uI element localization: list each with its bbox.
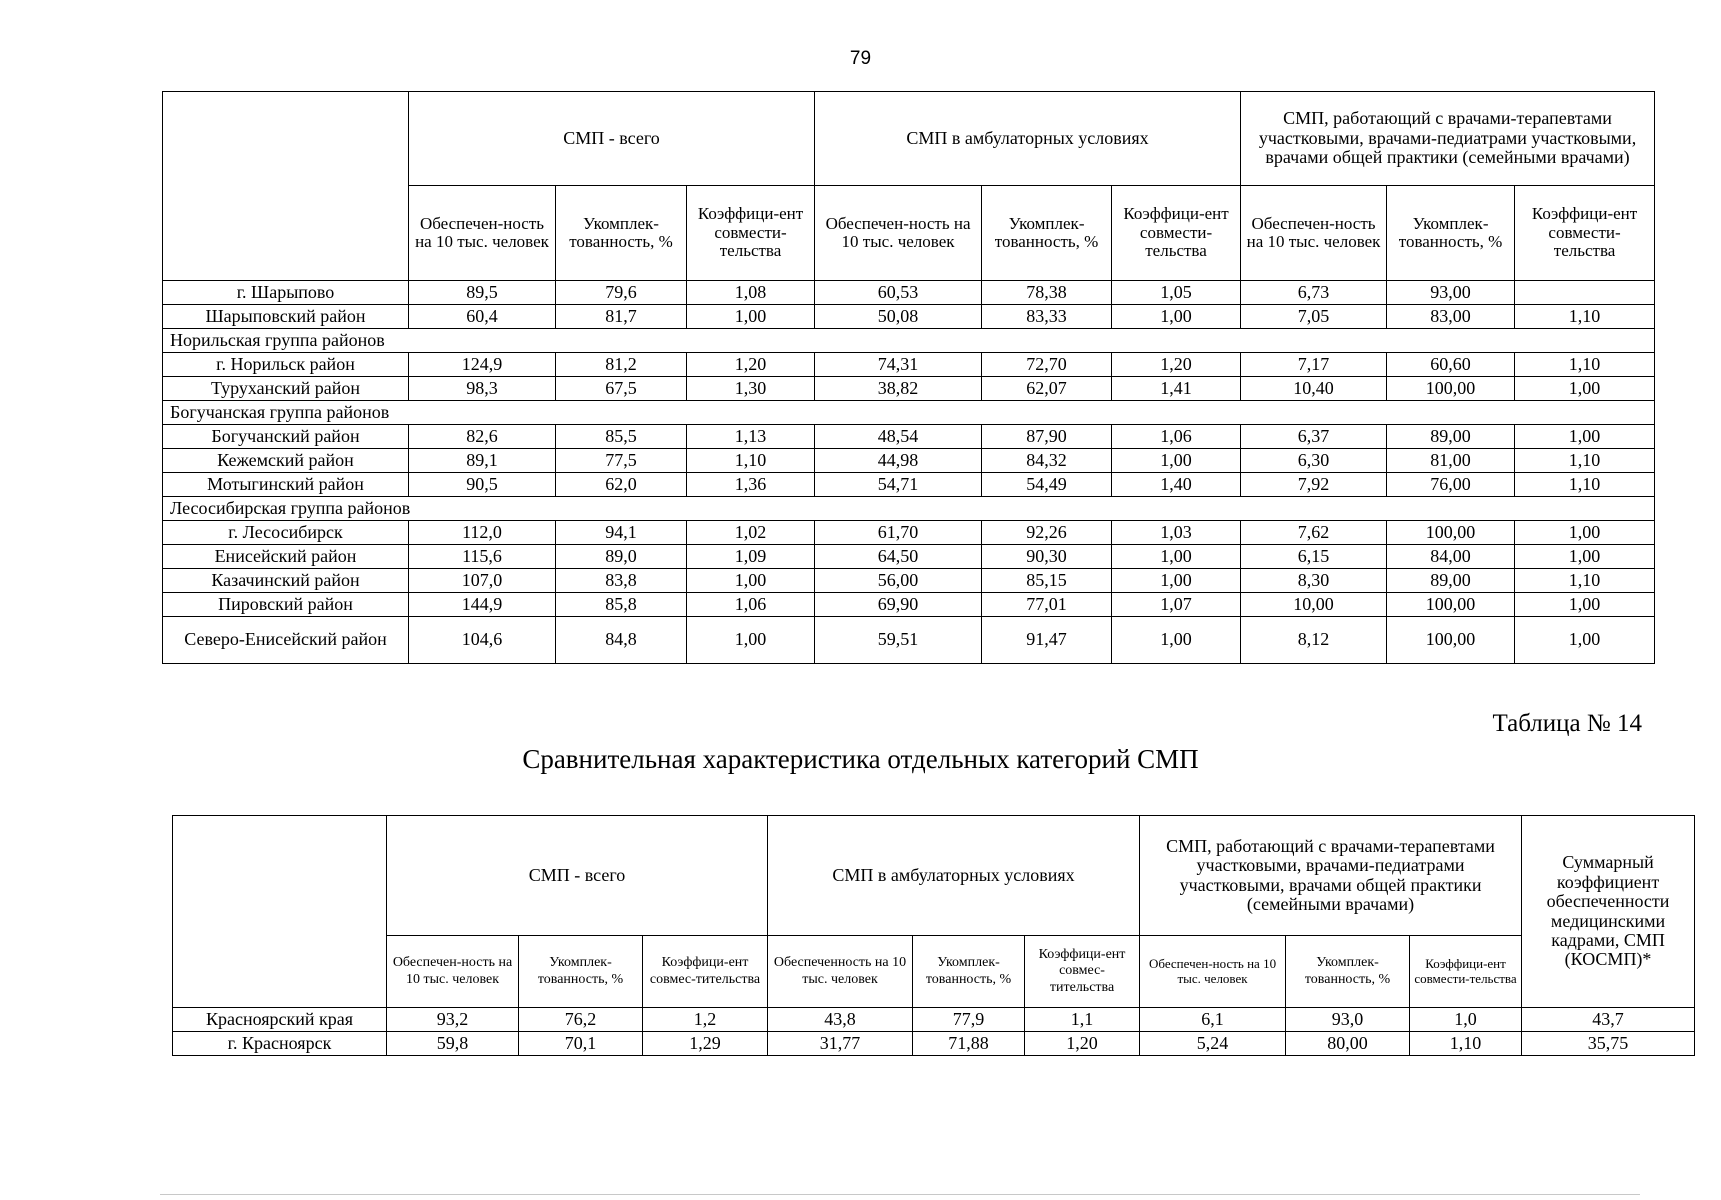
table-cell: 1,10 xyxy=(1515,305,1655,329)
row-name: Северо-Енисейский район xyxy=(163,617,409,664)
subheader-provision: Обеспеченность на 10 тыс. человек xyxy=(768,936,913,1008)
table-cell: 112,0 xyxy=(409,521,556,545)
table-cell: 6,15 xyxy=(1241,545,1387,569)
table-cell: 6,73 xyxy=(1241,281,1387,305)
table-cell: 93,00 xyxy=(1387,281,1515,305)
table-cell: 6,37 xyxy=(1241,425,1387,449)
table-cell: 84,32 xyxy=(982,449,1112,473)
subheader-staffing: Укомплек-тованность, % xyxy=(1286,936,1410,1008)
subheader-provision: Обеспечен-ность на 10 тыс. человек xyxy=(1241,186,1387,281)
table-cell: 77,5 xyxy=(556,449,687,473)
table-cell: 83,33 xyxy=(982,305,1112,329)
table-cell: 1,30 xyxy=(687,377,815,401)
table-row xyxy=(163,377,1655,401)
table-cell: 1,00 xyxy=(1515,617,1655,664)
row-label-header xyxy=(163,92,409,281)
table-cell: 1,03 xyxy=(1112,521,1241,545)
table-cell: 6,30 xyxy=(1241,449,1387,473)
group-header-smp-total: СМП - всего xyxy=(409,92,815,186)
row-name: г. Шарыпово xyxy=(163,281,409,305)
group-header-smp-with-doctors: СМП, работающий с врачами-терапевтами участковыми, врачами-педиатрами участковыми, врачами общей практики (семейными врачами) xyxy=(1140,816,1522,936)
group-header-smp-ambulatory: СМП в амбулаторных условиях xyxy=(768,816,1140,936)
row-name: Красноярский края xyxy=(173,1008,387,1032)
table-cell: 104,6 xyxy=(409,617,556,664)
table-row xyxy=(163,545,1655,569)
row-name: г. Лесосибирск xyxy=(163,521,409,545)
table-cell: 54,71 xyxy=(815,473,982,497)
table-cell: 85,5 xyxy=(556,425,687,449)
subheader-staffing: Укомплек-тованность, % xyxy=(1387,186,1515,281)
table-cell: 10,00 xyxy=(1241,593,1387,617)
table-row xyxy=(163,353,1655,377)
table-cell: 93,2 xyxy=(387,1008,519,1032)
table-cell: 8,12 xyxy=(1241,617,1387,664)
table-cell: 98,3 xyxy=(409,377,556,401)
table-cell: 1,02 xyxy=(687,521,815,545)
row-name: Казачинский район xyxy=(163,569,409,593)
table-cell: 1,10 xyxy=(1515,449,1655,473)
table-cell: 7,92 xyxy=(1241,473,1387,497)
subheader-staffing: Укомплек-тованность, % xyxy=(982,186,1112,281)
table-cell: 60,4 xyxy=(409,305,556,329)
table-cell: 89,00 xyxy=(1387,569,1515,593)
table-cell: 83,00 xyxy=(1387,305,1515,329)
table-cell: 44,98 xyxy=(815,449,982,473)
row-name: Богучанский район xyxy=(163,425,409,449)
row-name: Пировский район xyxy=(163,593,409,617)
table-cell: 1,10 xyxy=(1515,569,1655,593)
table-cell: 80,00 xyxy=(1286,1032,1410,1056)
subheader-staffing: Укомплек-тованность, % xyxy=(556,186,687,281)
table-cell: 77,01 xyxy=(982,593,1112,617)
table-cell: 100,00 xyxy=(1387,521,1515,545)
table-cell: 91,47 xyxy=(982,617,1112,664)
table-row xyxy=(163,425,1655,449)
row-name: Енисейский район xyxy=(163,545,409,569)
table-cell: 43,8 xyxy=(768,1008,913,1032)
subheader-provision: Обеспечен-ность на 10 тыс. человек xyxy=(409,186,556,281)
table-cell: 10,40 xyxy=(1241,377,1387,401)
table-cell: 72,70 xyxy=(982,353,1112,377)
table-cell: 78,38 xyxy=(982,281,1112,305)
subheader-coefficient: Коэффици-ент совмести-тельства xyxy=(1410,936,1522,1008)
section-row xyxy=(163,497,1655,521)
table-cell: 124,9 xyxy=(409,353,556,377)
table-cell: 100,00 xyxy=(1387,377,1515,401)
table-cell: 93,0 xyxy=(1286,1008,1410,1032)
section-row xyxy=(163,329,1655,353)
table-number-label: Таблица № 14 xyxy=(1492,710,1642,737)
table-cell: 82,6 xyxy=(409,425,556,449)
table-cell xyxy=(1515,281,1655,305)
table-cell: 61,70 xyxy=(815,521,982,545)
row-name: Мотыгинский район xyxy=(163,473,409,497)
table-cell: 1,29 xyxy=(643,1032,768,1056)
table-cell: 1,00 xyxy=(1515,521,1655,545)
table-cell: 100,00 xyxy=(1387,617,1515,664)
table-row xyxy=(163,473,1655,497)
table-title: Сравнительная характеристика отдельных категорий СМП xyxy=(522,744,1199,774)
table-cell: 84,8 xyxy=(556,617,687,664)
table-cell: 115,6 xyxy=(409,545,556,569)
table-cell: 1,07 xyxy=(1112,593,1241,617)
table-row xyxy=(173,1032,1695,1056)
row-name: г. Красноярск xyxy=(173,1032,387,1056)
table-cell: 83,8 xyxy=(556,569,687,593)
table-cell: 90,30 xyxy=(982,545,1112,569)
table-cell: 1,2 xyxy=(643,1008,768,1032)
table-cell: 1,00 xyxy=(1112,305,1241,329)
section-title: Богучанская группа районов xyxy=(163,401,1655,425)
subheader-coefficient: Коэффици-ент совмести-тельства xyxy=(1112,186,1241,281)
table-cell: 43,7 xyxy=(1522,1008,1695,1032)
table-cell: 31,77 xyxy=(768,1032,913,1056)
table-cell: 81,7 xyxy=(556,305,687,329)
table-cell: 62,07 xyxy=(982,377,1112,401)
table-cell: 1,00 xyxy=(1112,545,1241,569)
table-cell: 1,06 xyxy=(687,593,815,617)
table-cell: 1,36 xyxy=(687,473,815,497)
table-cell: 1,20 xyxy=(1025,1032,1140,1056)
table-cell: 1,00 xyxy=(1112,617,1241,664)
subheader-coefficient: Коэффици-ент совмести-тельства xyxy=(1515,186,1655,281)
summary-coefficient-header: Суммарный коэффициент обеспеченности медицинскими кадрами, СМП (КОСМП)* xyxy=(1522,816,1695,1008)
table-cell: 71,88 xyxy=(913,1032,1025,1056)
table-cell: 144,9 xyxy=(409,593,556,617)
table-cell: 1,13 xyxy=(687,425,815,449)
table-cell: 81,2 xyxy=(556,353,687,377)
table-cell: 85,15 xyxy=(982,569,1112,593)
subheader-coefficient: Коэффици-ент совмести-тельства xyxy=(687,186,815,281)
table-cell: 1,20 xyxy=(1112,353,1241,377)
subheader-staffing: Укомплек-тованность, % xyxy=(519,936,643,1008)
table-cell: 67,5 xyxy=(556,377,687,401)
table-cell: 60,53 xyxy=(815,281,982,305)
table-cell: 1,09 xyxy=(687,545,815,569)
table-cell: 85,8 xyxy=(556,593,687,617)
table-cell: 89,00 xyxy=(1387,425,1515,449)
table-row xyxy=(163,281,1655,305)
table-cell: 48,54 xyxy=(815,425,982,449)
table-row xyxy=(173,1008,1695,1032)
subheader-provision: Обеспечен-ность на 10 тыс. человек xyxy=(1140,936,1286,1008)
table-cell: 1,10 xyxy=(687,449,815,473)
table-cell: 77,9 xyxy=(913,1008,1025,1032)
table-cell: 79,6 xyxy=(556,281,687,305)
row-label-header xyxy=(173,816,387,1008)
row-name: Туруханский район xyxy=(163,377,409,401)
table-row xyxy=(163,569,1655,593)
table-cell: 89,5 xyxy=(409,281,556,305)
table-cell: 1,00 xyxy=(1112,569,1241,593)
table-cell: 1,40 xyxy=(1112,473,1241,497)
group-header-smp-ambulatory: СМП в амбулаторных условиях xyxy=(815,92,1241,186)
page-number: 79 xyxy=(849,48,872,69)
table-row xyxy=(163,521,1655,545)
table-cell: 7,17 xyxy=(1241,353,1387,377)
table-cell: 1,00 xyxy=(1515,425,1655,449)
table-cell: 81,00 xyxy=(1387,449,1515,473)
table-cell: 92,26 xyxy=(982,521,1112,545)
table-cell: 100,00 xyxy=(1387,593,1515,617)
table-cell: 64,50 xyxy=(815,545,982,569)
subheader-coefficient: Коэффици-ент совмес-тительства xyxy=(1025,936,1140,1008)
table-cell: 1,00 xyxy=(687,305,815,329)
table-cell: 1,06 xyxy=(1112,425,1241,449)
smp-categories-comparison-table xyxy=(172,815,1695,1056)
table-cell: 56,00 xyxy=(815,569,982,593)
row-name: Кежемский район xyxy=(163,449,409,473)
table-cell: 62,0 xyxy=(556,473,687,497)
section-title: Норильская группа районов xyxy=(163,329,1655,353)
group-header-smp-with-doctors: СМП, работающий с врачами-терапевтами участковыми, врачами-педиатрами участковыми, врачами общей практики (семейными врачами) xyxy=(1241,92,1655,186)
table-cell: 1,10 xyxy=(1410,1032,1522,1056)
table-cell: 69,90 xyxy=(815,593,982,617)
table-cell: 89,0 xyxy=(556,545,687,569)
table-cell: 50,08 xyxy=(815,305,982,329)
table-row xyxy=(163,593,1655,617)
table-cell: 59,8 xyxy=(387,1032,519,1056)
table-cell: 107,0 xyxy=(409,569,556,593)
table-cell: 1,0 xyxy=(1410,1008,1522,1032)
table-cell: 5,24 xyxy=(1140,1032,1286,1056)
page-bottom-rule xyxy=(160,1194,1640,1195)
table-row xyxy=(163,617,1655,664)
table-cell: 94,1 xyxy=(556,521,687,545)
table-cell: 1,20 xyxy=(687,353,815,377)
table-row xyxy=(163,449,1655,473)
row-name: Шарыповский район xyxy=(163,305,409,329)
staffing-table-continued xyxy=(162,91,1655,664)
table-cell: 60,60 xyxy=(1387,353,1515,377)
subheader-provision: Обеспечен-ность на 10 тыс. человек xyxy=(387,936,519,1008)
table-cell: 8,30 xyxy=(1241,569,1387,593)
table-cell: 1,00 xyxy=(1515,377,1655,401)
table-cell: 89,1 xyxy=(409,449,556,473)
table-cell: 87,90 xyxy=(982,425,1112,449)
table-cell: 1,08 xyxy=(687,281,815,305)
table-cell: 1,00 xyxy=(1515,593,1655,617)
table-cell: 6,1 xyxy=(1140,1008,1286,1032)
subheader-provision: Обеспечен-ность на 10 тыс. человек xyxy=(815,186,982,281)
table-cell: 90,5 xyxy=(409,473,556,497)
table-row xyxy=(163,305,1655,329)
table-cell: 1,41 xyxy=(1112,377,1241,401)
table-cell: 1,05 xyxy=(1112,281,1241,305)
table-cell: 84,00 xyxy=(1387,545,1515,569)
table-cell: 38,82 xyxy=(815,377,982,401)
table-cell: 1,1 xyxy=(1025,1008,1140,1032)
table-cell: 1,10 xyxy=(1515,353,1655,377)
table-cell: 59,51 xyxy=(815,617,982,664)
table-cell: 1,00 xyxy=(687,617,815,664)
section-title: Лесосибирская группа районов xyxy=(163,497,1655,521)
table-cell: 1,00 xyxy=(1515,545,1655,569)
table-cell: 7,05 xyxy=(1241,305,1387,329)
table-cell: 76,00 xyxy=(1387,473,1515,497)
table-cell: 7,62 xyxy=(1241,521,1387,545)
table-cell: 54,49 xyxy=(982,473,1112,497)
row-name: г. Норильск район xyxy=(163,353,409,377)
table-cell: 70,1 xyxy=(519,1032,643,1056)
table-cell: 35,75 xyxy=(1522,1032,1695,1056)
table-cell: 74,31 xyxy=(815,353,982,377)
table-cell: 1,10 xyxy=(1515,473,1655,497)
table-cell: 76,2 xyxy=(519,1008,643,1032)
section-row xyxy=(163,401,1655,425)
table-cell: 1,00 xyxy=(687,569,815,593)
group-header-smp-total: СМП - всего xyxy=(387,816,768,936)
table-cell: 1,00 xyxy=(1112,449,1241,473)
subheader-staffing: Укомплек-тованность, % xyxy=(913,936,1025,1008)
subheader-coefficient: Коэффици-ент совмес-тительства xyxy=(643,936,768,1008)
